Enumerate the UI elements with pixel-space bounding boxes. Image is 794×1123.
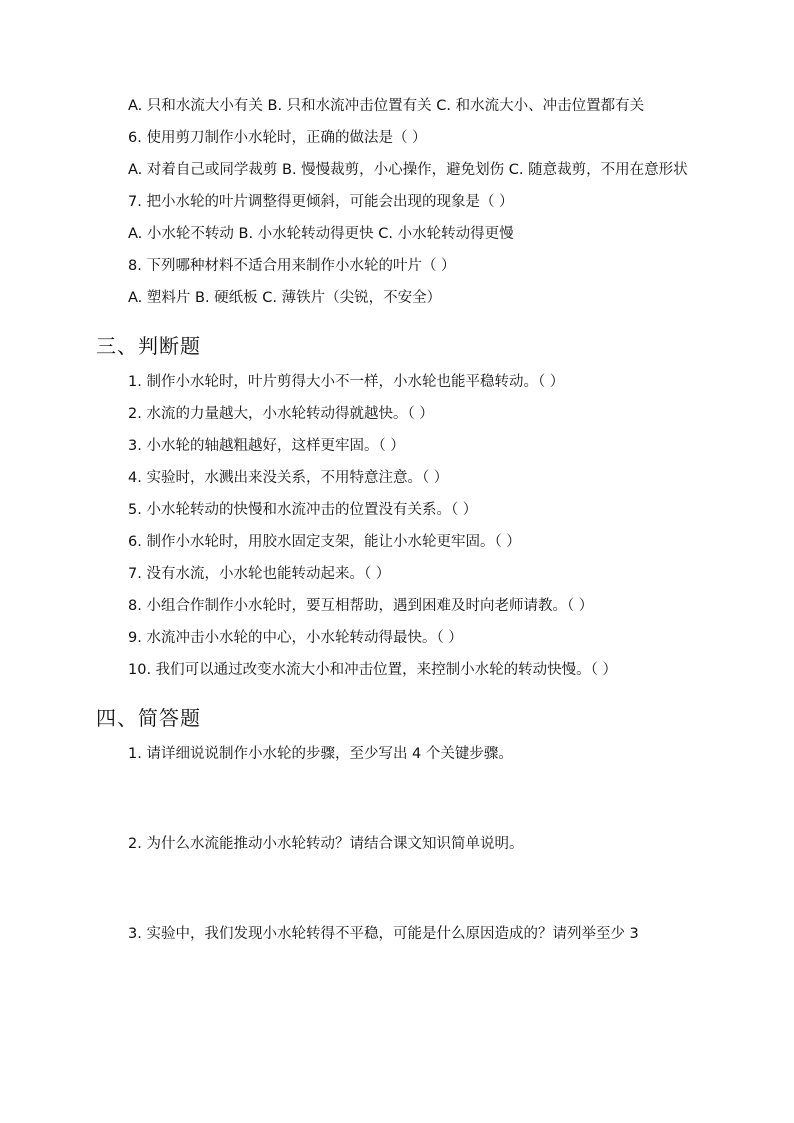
q7-options: A. 小水轮不转动 B. 小水轮转动得更快 C. 小水轮转动得更慢 [128, 226, 514, 242]
short-answer-q3: 3. 实验中，我们发现小水轮转得不平稳，可能是什么原因造成的？请列举至少 3 [128, 926, 639, 942]
tf-item: 5. 小水轮转动的快慢和水流冲击的位置没有关系。（ ） [128, 502, 478, 518]
answer-space [96, 864, 698, 922]
q8-question: 8. 下列哪种材料不适合用来制作小水轮的叶片（ ） [128, 258, 456, 274]
q7-question: 7. 把小水轮的叶片调整得更倾斜，可能会出现的现象是（ ） [128, 194, 514, 210]
q6-question: 6. 使用剪刀制作小水轮时，正确的做法是（ ） [128, 130, 427, 146]
tf-item: 4. 实验时，水溅出来没关系，不用特意注意。（ ） [128, 470, 449, 486]
q6-options: A. 对着自己或同学裁剪 B. 慢慢裁剪，小心操作，避免划伤 C. 随意裁剪，不用在意形状 [128, 162, 688, 178]
tf-item: 9. 水流冲击小水轮的中心，小水轮转动得最快。（ ） [128, 630, 463, 646]
section-heading-short-answer: 四、简答题 [96, 706, 201, 730]
tf-item: 8. 小组合作制作小水轮时，要互相帮助，遇到困难及时向老师请教。（ ） [128, 598, 594, 614]
tf-item: 1. 制作小水轮时，叶片剪得大小不一样，小水轮也能平稳转动。（ ） [128, 374, 565, 390]
q8-options: A. 塑料片 B. 硬纸板 C. 薄铁片（尖锐，不安全） [128, 290, 442, 306]
tf-item: 3. 小水轮的轴越粗越好，这样更牢固。（ ） [128, 438, 405, 454]
short-answer-q1: 1. 请详细说说制作小水轮的步骤，至少写出 4 个关键步骤。 [128, 746, 513, 762]
tf-item: 7. 没有水流，小水轮也能转动起来。（ ） [128, 566, 391, 582]
q5-options: A. 只和水流大小有关 B. 只和水流冲击位置有关 C. 和水流大小、冲击位置都有关 [128, 98, 645, 114]
tf-item: 2. 水流的力量越大，小水轮转动得就越快。（ ） [128, 406, 434, 422]
section-heading-true-false: 三、判断题 [96, 334, 201, 358]
short-answer-q2: 2. 为什么水流能推动小水轮转动？请结合课文知识简单说明。 [128, 836, 524, 852]
answer-space [96, 774, 698, 832]
tf-item: 6. 制作小水轮时，用胶水固定支架，能让小水轮更牢固。（ ） [128, 534, 521, 550]
tf-item: 10. 我们可以通过改变水流大小和冲击位置，来控制小水轮的转动快慢。（ ） [128, 662, 618, 678]
